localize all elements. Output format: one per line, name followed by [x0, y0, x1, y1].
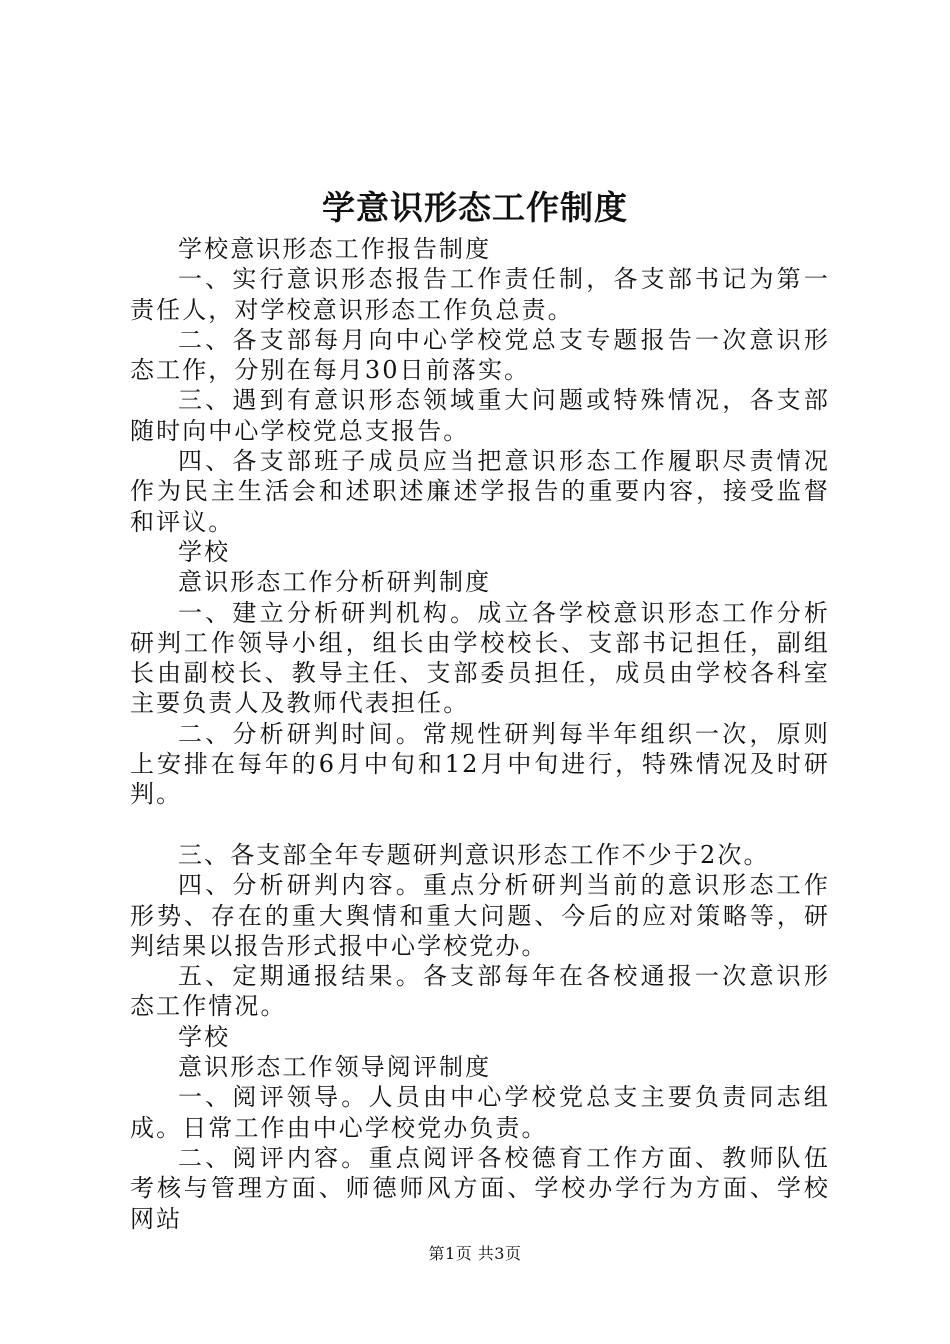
paragraph: 二、阅评内容。重点阅评各校德育工作方面、教师队伍考核与管理方面、师德师风方面、学校办学行为方面、学校网站: [130, 1143, 830, 1233]
paragraph: 一、建立分析研判机构。成立各学校意识形态工作分析研判工作领导小组，组长由学校校长、支部书记担任，副组长由副校长、教导主任、支部委员担任，成员由学校各科室主要负责人及教师代表担任。: [130, 598, 830, 718]
paragraph-school-label: 学校: [178, 537, 231, 566]
paragraph-heading-analysis-system: 意识形态工作分析研判制度: [178, 568, 492, 597]
paragraph: 四、各支部班子成员应当把意识形态工作履职尽责情况作为民主生活会和述职述廉述学报告的重要内容，接受监督和评议。: [130, 447, 830, 536]
paragraph: 一、实行意识形态报告工作责任制，各支部书记为第一责任人，对学校意识形态工作负总责。: [130, 265, 830, 324]
paragraph-school-label: 学校: [178, 1022, 231, 1051]
paragraph-heading-review-system: 意识形态工作领导阅评制度: [178, 1053, 492, 1082]
paragraph: 二、各支部每月向中心学校党总支专题报告一次意识形态工作，分别在每月30日前落实。: [130, 325, 830, 385]
paragraph-heading-report-system: 学校意识形态工作报告制度: [178, 235, 492, 263]
paragraph: 二、分析研判时间。常规性研判每半年组织一次，原则上安排在每年的6月中旬和12月中旬进行，特殊情况及时研判。: [130, 719, 830, 809]
document-body: [130, 234, 830, 1234]
paragraph: 三、遇到有意识形态领域重大问题或特殊情况，各支部随时向中心学校党总支报告。: [130, 386, 830, 445]
paragraph: 三、各支部全年专题研判意识形态工作不少于2次。: [178, 840, 770, 869]
paragraph: 四、分析研判内容。重点分析研判当前的意识形态工作形势、存在的重大舆情和重大问题、今后的应对策略等，研判结果以报告形式报中心学校党办。: [130, 871, 830, 960]
document-title: 学意识形态工作制度: [322, 188, 628, 227]
paragraph: 一、阅评领导。人员由中心学校党总支主要负责同志组成。日常工作由中心学校党办负责。: [130, 1083, 830, 1142]
page-footer: 第1页 共3页: [428, 1244, 522, 1263]
blank-line: [130, 810, 830, 840]
paragraph: 五、定期通报结果。各支部每年在各校通报一次意识形态工作情况。: [130, 962, 830, 1021]
